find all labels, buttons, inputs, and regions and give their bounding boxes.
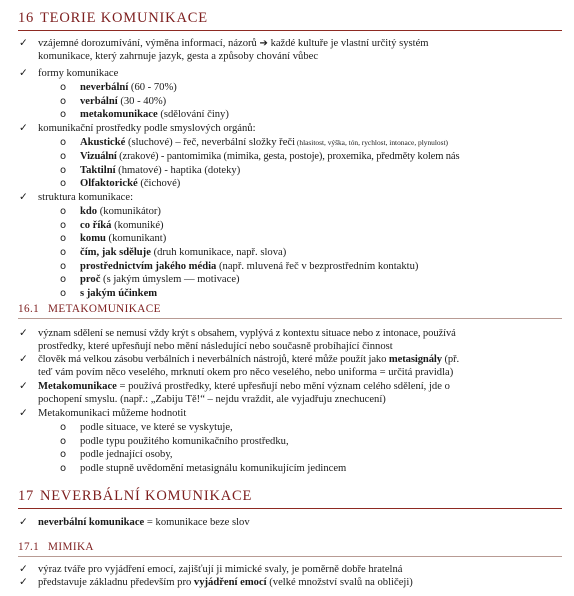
sub-list-item: čím, jak sděluje (druh komunikace, např. slova) xyxy=(80,247,287,258)
bullet-icon: o xyxy=(60,96,67,107)
list-item-continued: komunikace, který zahrnuje jazyk, gesta a způsoby chování vůbec xyxy=(38,51,319,62)
sub-list-item: Akustické (sluchové) – řeč, neverbální složky řeči (hlasitost, výška, tón, rychlost, intonace, plynulost) xyxy=(80,137,448,148)
checkmark-icon: ✓ xyxy=(19,37,28,49)
sub-list-item: podle situace, ve které se vyskytuje, xyxy=(80,422,233,433)
sub-list-item: podle jednající osoby, xyxy=(80,449,173,460)
bullet-icon: o xyxy=(60,247,67,258)
sub-list-item: metakomunikace (sdělování činy) xyxy=(80,109,229,120)
sub-list-item: kdo (komunikátor) xyxy=(80,206,161,217)
bullet-icon: o xyxy=(60,178,67,189)
sub-list-item: neverbální (60 - 70%) xyxy=(80,82,177,93)
heading-16-1 xyxy=(18,303,161,315)
heading-number: 17.1 xyxy=(18,541,40,553)
heading-17-1 xyxy=(18,541,94,553)
list-item: neverbální komunikace = komunikace beze slov xyxy=(38,517,250,528)
list-item: člověk má velkou zásobu verbálních i neverbálních nástrojů, které může použít jako metasignály (př. xyxy=(38,354,460,365)
bullet-icon: o xyxy=(60,137,67,148)
heading-title: NEVERBÁLNÍ KOMUNIKACE xyxy=(40,488,253,504)
checkmark-icon: ✓ xyxy=(19,380,28,392)
sub-list-item: komu (komunikant) xyxy=(80,233,167,244)
list-item: Metakomunikaci můžeme hodnotit xyxy=(38,408,187,419)
heading-17 xyxy=(18,488,562,505)
bullet-icon: o xyxy=(60,288,67,299)
list-item: Metakomunikace = používá prostředky, které upřesňují nebo mění význam celého sdělení, jde o xyxy=(38,381,450,392)
heading-rule xyxy=(18,30,562,31)
bullet-icon: o xyxy=(60,436,67,447)
list-item: struktura komunikace: xyxy=(38,192,134,203)
heading-rule xyxy=(18,508,562,509)
bullet-icon: o xyxy=(60,220,67,231)
sub-list-item: verbální (30 - 40%) xyxy=(80,96,167,107)
heading-rule xyxy=(18,318,562,319)
checkmark-icon: ✓ xyxy=(19,407,28,419)
bullet-icon: o xyxy=(60,165,67,176)
checkmark-icon: ✓ xyxy=(19,327,28,339)
list-item: význam sdělení se nemusí vždy krýt s obsahem, vyplývá z kontextu situace nebo z intonace, používá xyxy=(38,328,456,339)
heading-number: 17 xyxy=(18,488,35,504)
list-item: představuje základnu především pro vyjádření emocí (velké množství svalů na obličeji) xyxy=(38,577,413,588)
list-item-continued: pochopení smyslu. (např.: „Zabiju Tě!“ – nejdu vraždit, ale vyjadřuju znechucení) xyxy=(38,394,386,405)
heading-title: TEORIE KOMUNIKACE xyxy=(40,10,208,26)
bullet-icon: o xyxy=(60,274,67,285)
sub-list-item: podle typu použitého komunikačního prostředku, xyxy=(80,436,289,447)
checkmark-icon: ✓ xyxy=(19,122,28,134)
sub-list-item: Taktilní (hmatové) - haptika (doteky) xyxy=(80,165,241,176)
checkmark-icon: ✓ xyxy=(19,576,28,588)
checkmark-icon: ✓ xyxy=(19,353,28,365)
sub-list-item: co říká (komuniké) xyxy=(80,220,164,231)
heading-title: MIMIKA xyxy=(48,541,94,553)
arrow-right-icon: ➔ xyxy=(259,38,268,49)
heading-16 xyxy=(18,10,562,27)
sub-list-item: podle stupně uvědomění metasignálu komunikujícím jedincem xyxy=(80,463,347,474)
checkmark-icon: ✓ xyxy=(19,563,28,575)
checkmark-icon: ✓ xyxy=(19,516,28,528)
list-item: formy komunikace xyxy=(38,68,119,79)
bullet-icon: o xyxy=(60,449,67,460)
heading-title: METAKOMUNIKACE xyxy=(48,303,161,315)
bullet-icon: o xyxy=(60,463,67,474)
bullet-icon: o xyxy=(60,422,67,433)
sub-list-item: s jakým účinkem xyxy=(80,288,158,299)
sub-list-item: Vizuální (zrakové) - pantomimika (mimika, gesta, postoje), proxemika, předměty kolem nás xyxy=(80,151,460,162)
heading-number: 16 xyxy=(18,10,35,26)
heading-number: 16.1 xyxy=(18,303,40,315)
sub-list-item: prostřednictvím jakého média (např. mluvená řeč v bezprostředním kontaktu) xyxy=(80,261,419,272)
sub-list-item: proč (s jakým úmyslem — motivace) xyxy=(80,274,240,285)
bullet-icon: o xyxy=(60,233,67,244)
list-item: výraz tváře pro vyjádření emocí, zajišťují ji mimické svaly, je poměrně dobře hratelná xyxy=(38,564,403,575)
bullet-icon: o xyxy=(60,261,67,272)
list-item: komunikační prostředky podle smyslových orgánů: xyxy=(38,123,256,134)
checkmark-icon: ✓ xyxy=(19,191,28,203)
bullet-icon: o xyxy=(60,206,67,217)
heading-rule xyxy=(18,556,562,557)
list-item-continued: prostředky, které upřesňují nebo mění následující nebo současně probíhající činnost xyxy=(38,341,393,352)
bullet-icon: o xyxy=(60,109,67,120)
list-item: vzájemné dorozumívání, výměna informací, názorů ➔ každé kultuře je vlastní určitý systém xyxy=(38,38,429,49)
list-item-continued: teď vám povím něco veselého, mrknutí okem pro něco veselého, nebo uniforma = určitá pravidla) xyxy=(38,367,454,378)
sub-list-item: Olfaktorické (čichové) xyxy=(80,178,181,189)
bullet-icon: o xyxy=(60,151,67,162)
bullet-icon: o xyxy=(60,82,67,93)
checkmark-icon: ✓ xyxy=(19,67,28,79)
